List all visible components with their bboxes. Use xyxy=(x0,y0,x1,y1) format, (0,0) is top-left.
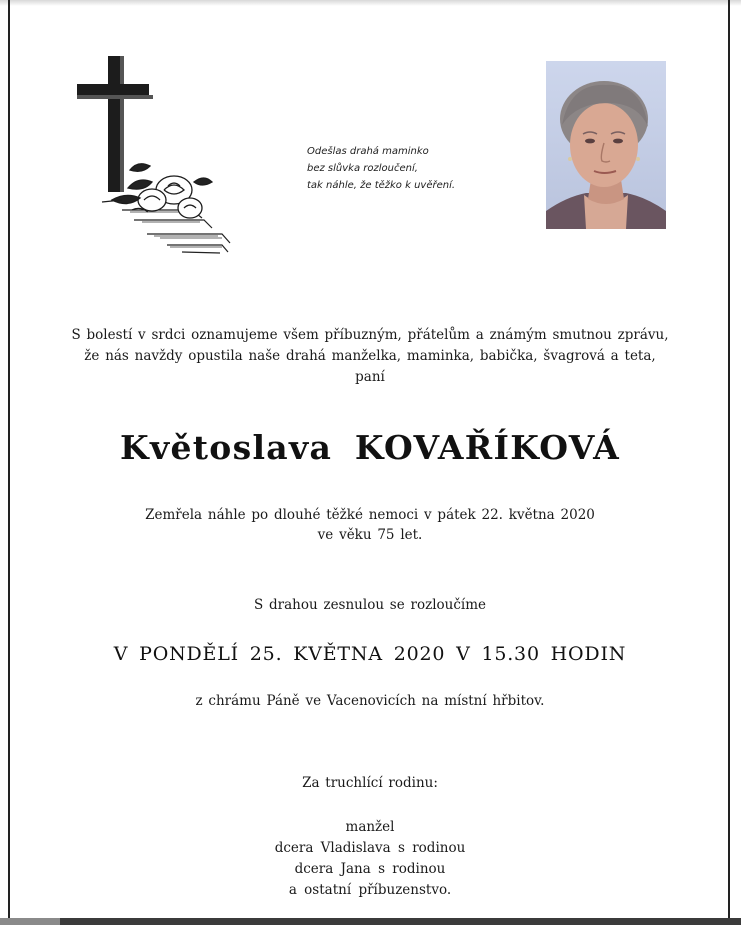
poem-line: bez slůvka rozloučení, xyxy=(307,163,418,174)
family-list xyxy=(30,817,710,901)
cross-shape xyxy=(77,56,153,192)
family-member: dcera Jana s rodinou xyxy=(294,861,446,877)
ceremony-place: z chrámu Páně ve Vacenovicích na místní hřbitov. xyxy=(195,693,545,709)
announcement-intro xyxy=(30,325,710,388)
family-member: manžel xyxy=(345,819,395,835)
cross-with-roses-icon xyxy=(72,50,242,265)
death-line: Zemřela náhle po dlouhé těžké nemoci v pátek 22. května 2020 xyxy=(145,507,595,523)
intro-line: že nás navždy opustila naše drahá manželka, maminka, babička, švagrová a teta, xyxy=(84,348,656,364)
top-edge xyxy=(0,0,741,6)
right-border-line xyxy=(728,0,730,918)
poem-line: tak náhle, že těžko k uvěření. xyxy=(307,180,456,191)
family-member: dcera Vladislava s rodinou xyxy=(274,840,466,856)
left-border-line xyxy=(8,0,10,918)
deceased-name: Květoslava KOVAŘÍKOVÁ xyxy=(119,428,621,467)
family-member: a ostatní příbuzenstvo. xyxy=(288,882,452,898)
intro-line: S bolestí v srdci oznamujeme všem příbuzným, přátelům a známým smutnou zprávu, xyxy=(71,327,669,343)
death-info xyxy=(30,505,710,545)
bottom-scroll-thumb xyxy=(0,918,60,925)
family-title: Za truchlící rodinu: xyxy=(302,775,438,791)
intro-line: paní xyxy=(355,369,385,385)
death-line: ve věku 75 let. xyxy=(317,527,423,543)
portrait-photo xyxy=(546,61,666,229)
poem-block xyxy=(307,143,517,194)
bottom-scroll-bar xyxy=(0,918,741,925)
farewell-text: S drahou zesnulou se rozloučíme xyxy=(253,597,487,613)
poem-line: Odešlas drahá maminko xyxy=(307,146,429,157)
ground-steps xyxy=(122,210,230,253)
ceremony-datetime: V PONDĚLÍ 25. KVĚTNA 2020 V 15.30 HODIN xyxy=(113,643,627,665)
